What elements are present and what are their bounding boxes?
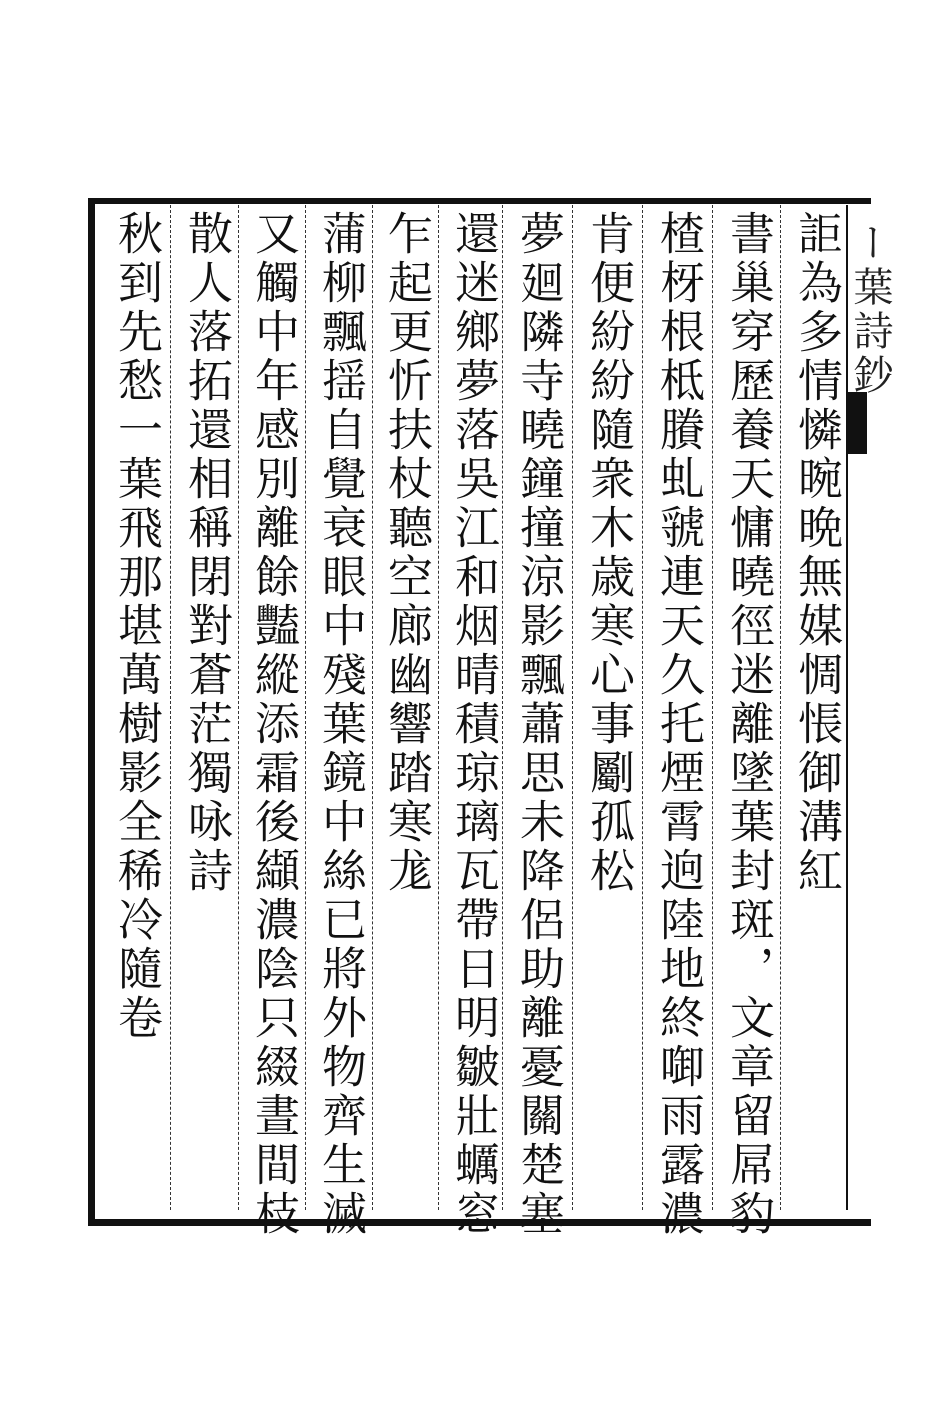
column-rule [305, 205, 306, 1210]
column-rule [372, 205, 373, 1210]
column-rule [502, 205, 503, 1210]
column-rule [572, 205, 573, 1210]
column-rule [712, 205, 713, 1210]
text-column-8: 蒲柳飄揺自覺衰眼中殘葉鏡中絲已將外物齊生滅 [314, 210, 367, 1239]
column-rule [238, 205, 239, 1210]
text-column-1: 詎為多情憐晼晩無媒惆悵御溝紅 [790, 210, 843, 896]
text-column-11: 秋到先愁一葉飛那堪萬樹影全稀冷隨卷 [110, 210, 163, 1043]
column-rule [780, 205, 781, 1210]
text-column-4: 肯便紛紛隨衆木歳寒心事劚孤松 [582, 210, 635, 896]
text-column-5: 夢廻隣寺曉鐘撞涼影飄蕭思未降侶助離憂關楚塞 [512, 210, 565, 1239]
fishtail-mark [847, 392, 867, 454]
column-rule [642, 205, 643, 1210]
text-column-3: 楂枒根柢賸虬虢連天久托煙霄逈陸地終啣雨露濃 [652, 210, 705, 1239]
text-column-9: 又觸中年感別離餘豔縱添霜後纈濃陰只綴晝間枝 [247, 210, 300, 1239]
margin-title: ー葉詩鈔 [847, 222, 893, 398]
column-rule [438, 205, 439, 1210]
column-rule [170, 205, 171, 1210]
text-column-6: 還迷鄉夢落吳江和烟晴積琼璃瓦帶日明皺壯蠣窓 [447, 210, 500, 1239]
text-column-10: 散人落拓還相稱閉對蒼茫獨咏詩 [180, 210, 233, 896]
text-column-7: 乍起更忻扶杖聽空廊幽響踏寒尨 [380, 210, 433, 896]
text-column-2: 書巢穿歷養天慵曉徑迷離墜葉封斑，文章留屌豹 [722, 210, 775, 1239]
